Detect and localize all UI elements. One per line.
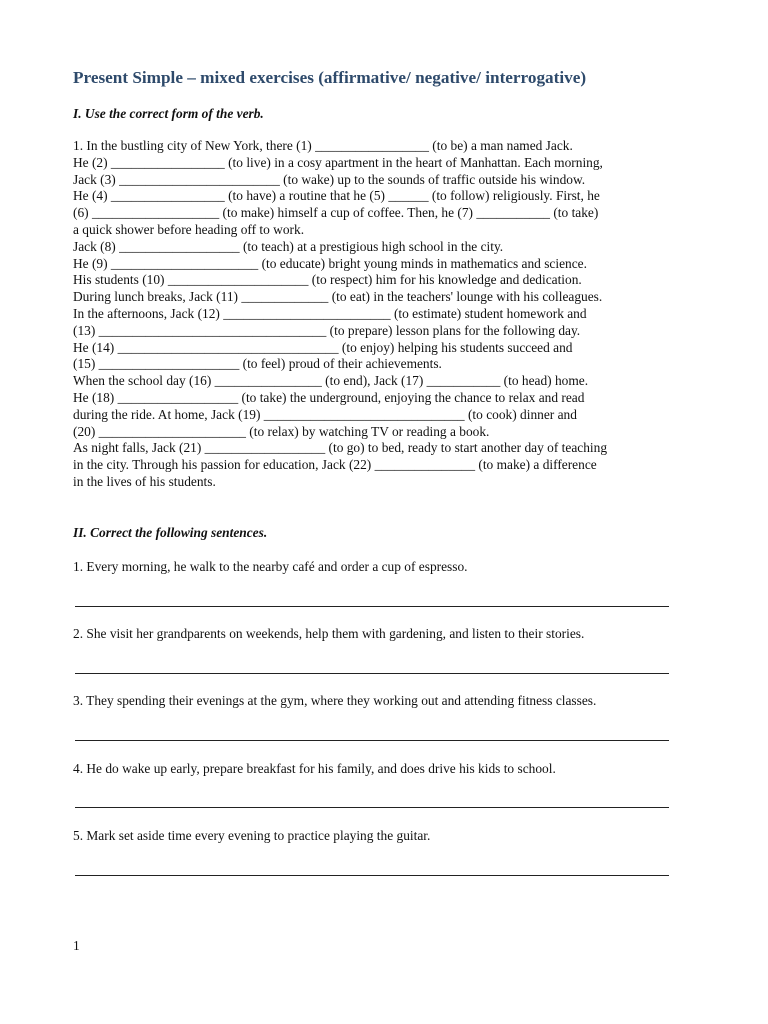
paragraph-line: (15) _____________________ (to feel) proud of their achievements. bbox=[73, 356, 442, 372]
correction-item-1: 1. Every morning, he walk to the nearby café and order a cup of espresso. bbox=[73, 559, 468, 574]
paragraph-line: In the afternoons, Jack (12) _________________________ (to estimate) student homework and bbox=[73, 305, 587, 321]
worksheet-title: Present Simple – mixed exercises (affirmative/ negative/ interrogative) bbox=[73, 68, 587, 87]
correction-item-5: 5. Mark set aside time every evening to practice playing the guitar. bbox=[73, 828, 431, 843]
paragraph-line: a quick shower before heading off to work. bbox=[73, 221, 305, 237]
paragraph-line: His students (10) _____________________ (to respect) him for his knowledge and dedication. bbox=[73, 272, 582, 288]
paragraph-line: When the school day (16) ________________ (to end), Jack (17) ___________ (to head) home. bbox=[73, 373, 589, 389]
section2-heading: II. Correct the following sentences. bbox=[73, 525, 268, 540]
paragraph-line: He (2) _________________ (to live) in a cosy apartment in the heart of Manhattan. Each morning, bbox=[73, 154, 603, 170]
paragraph-line: in the lives of his students. bbox=[73, 473, 216, 489]
paragraph-line: He (14) _________________________________ (to enjoy) helping his students succeed and bbox=[73, 339, 573, 355]
correction-item-3: 3. They spending their evenings at the gym, where they working out and attending fitness classes. bbox=[73, 693, 597, 708]
paragraph-line: (13) __________________________________ (to prepare) lesson plans for the following day. bbox=[73, 322, 581, 338]
paragraph-line: during the ride. At home, Jack (19) ______________________________ (to cook) dinner and bbox=[73, 406, 577, 422]
paragraph-line: He (18) __________________ (to take) the underground, enjoying the chance to relax and read bbox=[73, 389, 585, 405]
paragraph-line: Jack (3) ________________________ (to wake) up to the sounds of traffic outside his window. bbox=[73, 171, 586, 187]
correction-item-2: 2. She visit her grandparents on weekends, help them with gardening, and listen to their stories. bbox=[73, 626, 585, 641]
paragraph-line: (6) ___________________ (to make) himself a cup of coffee. Then, he (7) ___________ (to take) bbox=[73, 205, 599, 221]
paragraph-line: in the city. Through his passion for education, Jack (22) _______________ (to make) a difference bbox=[73, 457, 597, 473]
paragraph-line: (20) ______________________ (to relax) by watching TV or reading a book. bbox=[73, 423, 490, 439]
paragraph-line: During lunch breaks, Jack (11) _____________ (to eat) in the teachers' lounge with his colleagues. bbox=[73, 289, 603, 305]
paragraph-line: He (4) _________________ (to have) a routine that he (5) ______ (to follow) religiously. First, he bbox=[73, 188, 600, 204]
section1-heading: I. Use the correct form of the verb. bbox=[73, 106, 264, 121]
answer-line-2[interactable] bbox=[75, 673, 669, 674]
answer-line-1[interactable] bbox=[75, 606, 669, 607]
answer-line-4[interactable] bbox=[75, 807, 669, 808]
paragraph-line: As night falls, Jack (21) __________________ (to go) to bed, ready to start another day of teaching bbox=[73, 440, 608, 456]
answer-line-5[interactable] bbox=[75, 875, 669, 876]
answer-line-3[interactable] bbox=[75, 740, 669, 741]
paragraph-line: Jack (8) __________________ (to teach) at a prestigious high school in the city. bbox=[73, 238, 504, 254]
paragraph-line: He (9) ______________________ (to educate) bright young minds in mathematics and science. bbox=[73, 255, 587, 271]
page-number: 1 bbox=[73, 938, 80, 953]
paragraph-line: 1. In the bustling city of New York, there (1) _________________ (to be) a man named Jack. bbox=[73, 138, 573, 153]
correction-item-4: 4. He do wake up early, prepare breakfast for his family, and does drive his kids to school. bbox=[73, 761, 556, 776]
section1-paragraph bbox=[73, 138, 713, 491]
